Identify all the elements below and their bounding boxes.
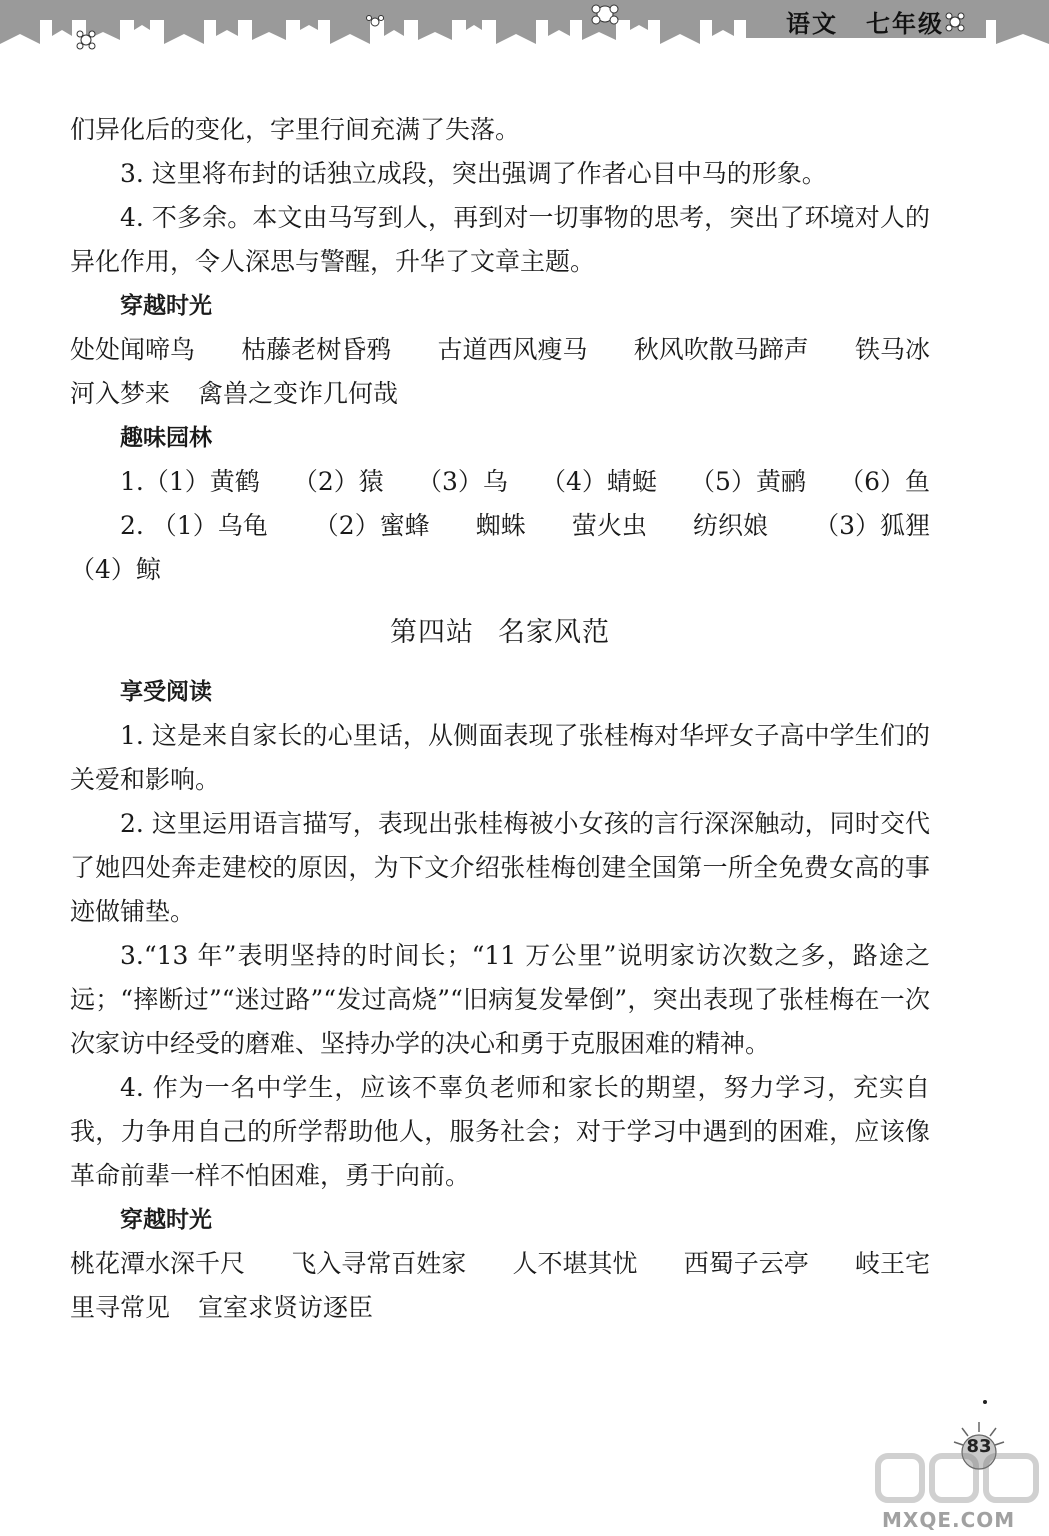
station-title: 名家风范 — [498, 617, 610, 648]
answer-row-3 — [70, 548, 930, 592]
watermark-text: MXQE.COM — [882, 1508, 1016, 1532]
section-heading-garden: 趣味园林 — [120, 425, 212, 451]
answer-item: 2. （1）乌龟 — [120, 511, 268, 540]
poem-item: 人不堪其忧 — [512, 1249, 638, 1278]
reading-answer-3: 3.“13 年”表明坚持的时间长；“11 万公里”说明家访次数之多，路途之远；“摔断过”“迷过路”“发过高烧”“旧病复发晕倒”，突出表现了张桂梅在一次次家访中经受的磨难、坚持办学的决心和勇于克服困难的精神。 — [70, 941, 930, 1058]
answer-item: （6）鱼 — [839, 467, 930, 496]
poem-list-row-4 — [70, 1286, 930, 1330]
poem-item: 铁马冰 — [854, 335, 930, 364]
answer-row-1 — [70, 460, 930, 504]
answer-item: （5）黄鹂 — [690, 467, 806, 496]
paragraph-continuation: 们异化后的变化，字里行间充满了失落。 — [70, 115, 521, 144]
reading-answer-2: 2. 这里运用语言描写，表现出张桂梅被小女孩的言行深深触动，同时交代了她四处奔走建校的原因，为下文介绍张桂梅创建全国第一所全免费女高的事迹做铺垫。 — [70, 809, 930, 926]
answer-row-2 — [70, 504, 930, 548]
answer-item: 萤火虫 — [571, 511, 647, 540]
section-heading-reading: 享受阅读 — [120, 679, 212, 705]
page-number: 83 — [966, 1436, 992, 1457]
decorative-dot — [983, 1400, 987, 1404]
reading-answer-1: 1. 这是来自家长的心里话，从侧面表现了张桂梅对华坪女子高中学生们的关爱和影响。 — [70, 721, 930, 794]
page-content — [70, 108, 930, 1330]
poem-item: 枯藤老树昏鸦 — [241, 335, 392, 364]
poem-item: 里寻常见 — [70, 1293, 171, 1322]
poem-list-row-3 — [70, 1242, 930, 1286]
answer-item: 纺织娘 — [692, 511, 768, 540]
poem-item: 禽兽之变诈几何哉 — [198, 379, 399, 408]
answer-item: 1.（1）黄鹤 — [120, 467, 260, 496]
poem-item: 飞入寻常百姓家 — [291, 1249, 467, 1278]
answer-item: （3）乌 — [416, 467, 508, 496]
paragraph-3: 3. 这里将布封的话独立成段，突出强调了作者心目中马的形象。 — [120, 159, 827, 188]
poem-item: 秋风吹散马蹄声 — [633, 335, 809, 364]
poem-item: 岐王宅 — [854, 1249, 930, 1278]
poem-item: 桃花潭水深千尺 — [70, 1249, 246, 1278]
poem-list-row-2 — [70, 372, 930, 416]
answer-item: （4）鲸 — [70, 555, 161, 584]
poem-item: 河入梦来 — [70, 379, 171, 408]
poem-item: 古道西风瘦马 — [437, 335, 588, 364]
poem-item: 处处闻啼鸟 — [70, 335, 196, 364]
section-heading-time-travel-2: 穿越时光 — [120, 1207, 212, 1233]
answer-item: （2）蜜蜂 — [313, 511, 430, 540]
paragraph-4: 4. 不多余。本文由马写到人，再到对一切事物的思考，突出了环境对人的异化作用，令人深思与警醒，升华了文章主题。 — [70, 203, 930, 276]
station-heading — [70, 610, 930, 656]
answer-item: （2）猿 — [292, 467, 384, 496]
poem-item: 西蜀子云亭 — [683, 1249, 809, 1278]
reading-answer-4: 4. 作为一名中学生，应该不辜负老师和家长的期望，努力学习，充实自我，力争用自己的所学帮助他人，服务社会；对于学习中遇到的困难，应该像革命前辈一样不怕困难，勇于向前。 — [70, 1073, 930, 1190]
poem-item: 宣室求贤访逐臣 — [198, 1293, 374, 1322]
answer-item: （3）狐狸 — [814, 511, 930, 540]
header-title — [750, 4, 980, 39]
section-heading-time-travel: 穿越时光 — [120, 293, 212, 319]
header-grade: 七年级 — [866, 10, 944, 38]
answer-item: （4）蜻蜓 — [541, 467, 657, 496]
station-number: 第四站 — [390, 617, 474, 648]
header-subject: 语文 — [786, 10, 838, 38]
answer-item: 蜘蛛 — [475, 511, 526, 540]
poem-list-row-1 — [70, 328, 930, 372]
header-banner — [0, 0, 1049, 56]
